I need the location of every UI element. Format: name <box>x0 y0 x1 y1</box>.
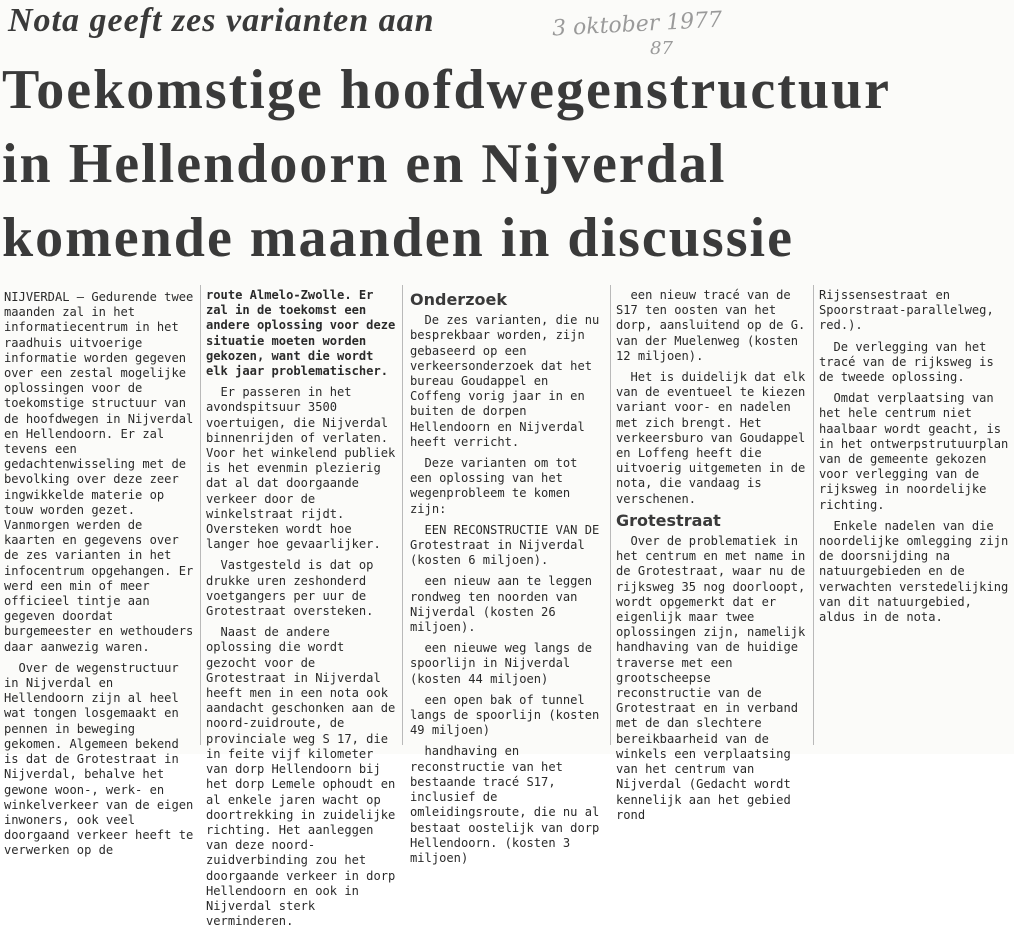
article-paragraph: Over de problematiek in het centrum en met name in de Grotestraat, waar nu de rijksweg 35 nog doorloopt, wordt opgemerkt dat er eigenlijk maar twee oplossingen zijn, namelijk handhaving van de huidige traverse met een grootscheepse reconstructie van de Grotestraat en in verband met de dan slechtere bereikbaarheid van de winkels een verplaatsing van het centrum van Nijverdal (Gedacht wordt kennelijk aan het gebied rond <box>616 534 806 822</box>
variant-item: een nieuw tracé van de S17 ten oosten van het dorp, aansluitend op de G. van der Muelenweg (kosten 12 miljoen). <box>616 288 806 363</box>
column-rule <box>813 285 814 745</box>
article-column-1 <box>4 290 194 865</box>
variant-item: een open bak of tunnel langs de spoorlijn (kosten 49 miljoen) <box>410 692 600 738</box>
column-rule <box>200 285 201 745</box>
column-rule <box>610 285 611 745</box>
article-column-4 <box>616 288 808 829</box>
article-column-2 <box>206 288 398 935</box>
article-paragraph: Omdat verplaatsing van het hele centrum niet haalbaar wordt geacht, is in het ontwerpstrutuurplan van de gemeente gekozen voor verlegging van de rijksweg in noordelijke richting. <box>819 391 1009 512</box>
article-paragraph: Het is duidelijk dat elk van de eventueel te kiezen variant voor- en nadelen met zich brengt. Het verkeersburo van Goudappel en Loffeng heeft die uitvoerig uitgemeten in de nota, die vandaag is verschenen. <box>616 370 806 506</box>
article-paragraph: NIJVERDAL — Gedurende twee maanden zal in het informatiecentrum in het raadhuis uitvoerige informatie worden gegeven over een zestal mogelijke oplossingen voor de toekomstige structuur van de hoofdwegen in Nijverdal en Hellendoorn. Er zal tevens een gedachtenwisseling met de bevolking over deze zeer ingwikkelde materie op touw worden gezet. Vanmorgen werden de kaarten en gegevens over de zes varianten in het infocentrum opgehangen. Er werd een min of meer officieel tintje aan gegeven doordat burgemeester en wethouders daar aanwezig waren. <box>4 290 194 654</box>
article-paragraph: De zes varianten, die nu besprekbaar worden, zijn gebaseerd op een verkeersonderzoek dat het bureau Goudappel en Coffeng vorig jaar in en buiten de dorpen Hellendoorn en Nijverdal heeft verricht. <box>410 313 600 449</box>
variant-item: EEN RECONSTRUCTIE VAN DE Grotestraat in Nijverdal (kosten 6 miljoen). <box>410 522 600 568</box>
section-heading-grotestraat: Grotestraat <box>616 510 721 530</box>
headline-line-1: Toekomstige hoofdwegenstructuur <box>2 59 892 121</box>
article-paragraph: De verlegging van het tracé van de rijksweg is de tweede oplossing. <box>819 339 994 385</box>
article-column-3 <box>410 288 606 872</box>
variant-item: een nieuw aan te leggen rondweg ten noorden van Nijverdal (kosten 26 miljoen). <box>410 574 592 635</box>
article-paragraph: Vastgesteld is dat op drukke uren zeshonderd voetgangers per uur de Grotestraat oversteken. <box>206 558 374 619</box>
headline-line-2: in Hellendoorn en Nijverdal <box>2 133 727 195</box>
article-paragraph: Er passeren in het avondspitsuur 3500 voertuigen, die Nijverdal binnenrijden of verlaten. Voor het winkelend publiek is het evenmin plezierig dat al dat doorgaande verkeer door de winkelstraat rijdt. Oversteken wordt hoe langer hoe gevaarlijker. <box>206 385 396 552</box>
variant-item: een nieuwe weg langs de spoorlijn in Nijverdal (kosten 44 miljoen) <box>410 641 592 686</box>
handwritten-date: 3 oktober 1977 <box>551 7 723 42</box>
article-paragraph: Naast de andere oplossing die wordt gezocht voor de Grotestraat in Nijverdal heeft men in een nota ook aandacht geschonken aan de noord-zuidroute, de provinciale weg S 17, die in feite vijf kilometer van dorp Hellendoorn bij het dorp Lemele ophoudt en al enkele jaren wacht op doortrekking in zuidelijke richting. Het aanleggen van deze noord-zuidverbinding zou het doorgaande verkeer in dorp Hellendoorn en ook in Nijverdal sterk verminderen. <box>206 625 396 929</box>
variant-item: handhaving en reconstructie van het bestaande tracé S17, inclusief de omleidingsroute, die nu al bestaat oostelijk van dorp Hellendoorn. (kosten 3 miljoen) <box>410 744 600 865</box>
column-rule <box>402 285 403 745</box>
article-paragraph: Enkele nadelen van die noordelijke omlegging zijn de doorsnijding na natuurgebieden en de verwachten verstedelijking van dit natuurgebied, aldus in de nota. <box>819 518 1009 625</box>
section-heading-onderzoek: Onderzoek <box>410 290 507 309</box>
article-paragraph: Deze varianten om tot een oplossing van het wegenprobleem te komen zijn: <box>410 456 578 516</box>
article-paragraph: Rijssensestraat en Spoorstraat-parallelweg, red.). <box>819 288 994 333</box>
article-paragraph: Over de wegenstructuur in Nijverdal en Hellendoorn zijn al heel wat tongen losgemaakt en pennen in beweging gekomen. Algemeen bekend is dat de Grotestraat in Nijverdal, behalve het gewone woon-, werk- en winkelverkeer van de eigen inwoners, ook veel doorgaand verkeer heeft te verwerken op de <box>4 660 194 858</box>
headline-line-3: komende maanden in discussie <box>2 207 794 269</box>
handwritten-note: 87 <box>650 38 673 59</box>
kicker-headline: Nota geeft zes varianten aan <box>8 2 435 39</box>
article-column-5 <box>819 288 1009 631</box>
article-paragraph: route Almelo-Zwolle. Er zal in de toekomst een andere oplossing voor deze situatie moeten worden gekozen, want die wordt elk jaar problematischer. <box>206 288 396 379</box>
